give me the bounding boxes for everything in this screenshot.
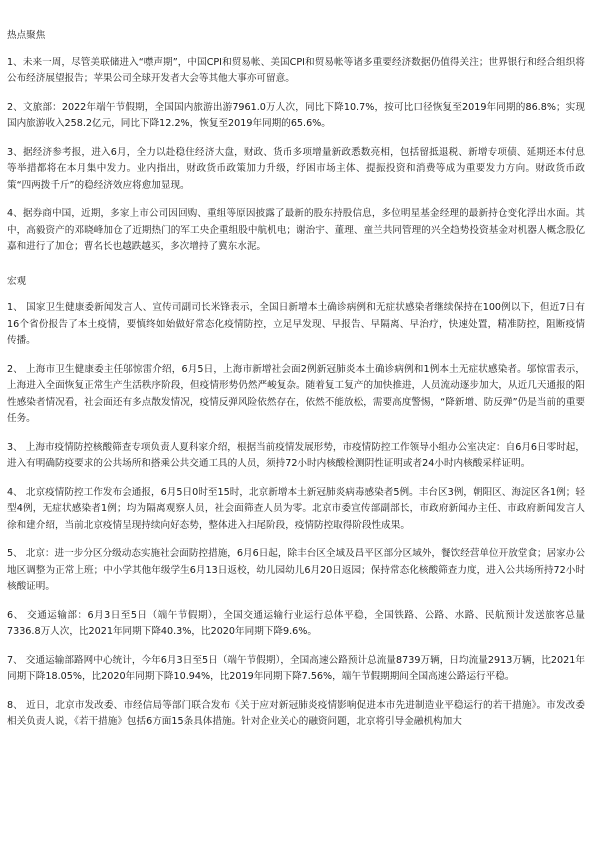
hot-item-1: 1、未来一周，尽管美联储进入“噤声期”，中国CPI和贸易帐、美国CPI和贸易帐等诸多重要经济数据仍值得关注；世界银行和经合组织将公布经济展望报告；苹果公司全球开发者大会等其他大事亦可留意。: [7, 56, 585, 84]
macro-item-5: 5、 北京：进一步分区分级动态实施社会面防控措施，6月6日起，除丰台区全域及昌平区部分区域外，餐饮经营单位开放堂食；居家办公地区调整为正常上班；中小学其他年级学生6月13日返校，幼儿园幼儿6月20日返园；保持常态化核酸筛查力度，进入公共场所持72小时核酸证明。: [7, 548, 585, 592]
hot-item-3: 3、据经济参考报，进入6月，全力以赴稳住经济大盘，财政、货币多项增量新政悉数亮相，包括留抵退税、新增专项债、延期还本付息等举措都将在本月集中发力。业内指出，财政货币政策加力升级，纾困市场主体、提振投资和消费等成为重要发力方向。财政货币政策“四两拨千斤”的稳经济效应将愈加显现。: [7, 146, 585, 191]
section-title-hot-focus: 热点聚焦: [7, 30, 46, 41]
macro-item-2: 2、 上海市卫生健康委主任邬惊雷介绍，6月5日，上海市新增社会面2例新冠肺炎本土确诊病例和1例本土无症状感染者。邬惊雷表示，上海进入全面恢复正常生产生活秩序阶段，但疫情形势仍然严峻复杂。随着复工复产的加快推进，人员流动逐步加大，从近几天通报的阳性感染者情况看，社会面还有多点散发情况，疫情反弹风险依然存在，依然不能放松，需要高度警惕，“降新增、防反弹”仍是当前的重要任务。: [7, 363, 585, 424]
hot-item-4: 4、据券商中国，近期，多家上市公司因回购、重组等原因披露了最新的股东持股信息，多位明星基金经理的最新持仓变化浮出水面。其中，高毅资产的邓晓峰加仓了近期热门的军工央企重组股中航机电；谢治宇、董理、童兰共同管理的兴全趋势投资基金对机器人概念股亿嘉和进行了加仓；曹名长也越跌越买，多次增持了冀东水泥。: [7, 208, 585, 252]
macro-item-6: 6、 交通运输部：6月3日至5日（端午节假期），全国交通运输行业运行总体平稳，全国铁路、公路、水路、民航预计发送旅客总量7336.8万人次，比2021年同期下降40.3%，比2020年同期下降9.6%。: [7, 609, 585, 637]
macro-item-1: 1、 国家卫生健康委新闻发言人、宣传司副司长米锋表示，全国日新增本土确诊病例和无症状感染者继续保持在100例以下，但近7日有16个省份报告了本土疫情，要慎终如始做好常态化疫情防控，立足早发现、早报告、早隔离、早治疗，快速处置，精准防控，阻断疫情传播。: [7, 302, 585, 346]
macro-item-3: 3、 上海市疫情防控核酸筛查专项负责人夏科家介绍，根据当前疫情发展形势，市疫情防控工作领导小组办公室决定：自6月6日零时起，进入有明确防疫要求的公共场所和搭乘公共交通工具的人员，须持72小时内核酸检测阴性证明或者24小时内核酸采样证明。: [7, 441, 585, 469]
hot-focus-section: [7, 28, 585, 256]
macro-item-7: 7、 交通运输部路网中心统计，今年6月3日至5日（端午节假期），全国高速公路预计总流量8739万辆，日均流量2913万辆，比2021年同期下降18.05%，比2020年同期下降10.94%，比2019年同期下降7.56%，端午节假期期间全国高速公路运行平稳。: [7, 654, 585, 682]
macro-section: [7, 274, 585, 731]
section-title-macro: 宏观: [7, 275, 27, 287]
macro-item-8: 8、 近日，北京市发改委、市经信局等部门联合发布《关于应对新冠肺炎疫情影响促进本市先进制造业平稳运行的若干措施》。市发改委相关负责人说，《若干措施》包括6方面15条具体措施。针对企业关心的融资问题，北京将引导金融机构加大: [7, 699, 585, 727]
macro-item-4: 4、 北京疫情防控工作发布会通报，6月5日0时至15时，北京新增本土新冠肺炎病毒感染者5例。丰台区3例，朝阳区、海淀区各1例；轻型4例，无症状感染者1例；均为隔离观察人员，社会面筛查人员为零。北京市委宣传部副部长，市政府新闻办主任、市政府新闻发言人徐和建介绍，当前北京疫情呈现持续向好态势，整体进入扫尾阶段，疫情防控取得阶段性成果。: [7, 486, 585, 531]
hot-item-2: 2、文旅部：2022年端午节假期，全国国内旅游出游7961.0万人次，同比下降10.7%，按可比口径恢复至2019年同期的86.8%；实现国内旅游收入258.2亿元，同比下降12.2%，恢复至2019年同期的65.6%。: [7, 101, 585, 129]
